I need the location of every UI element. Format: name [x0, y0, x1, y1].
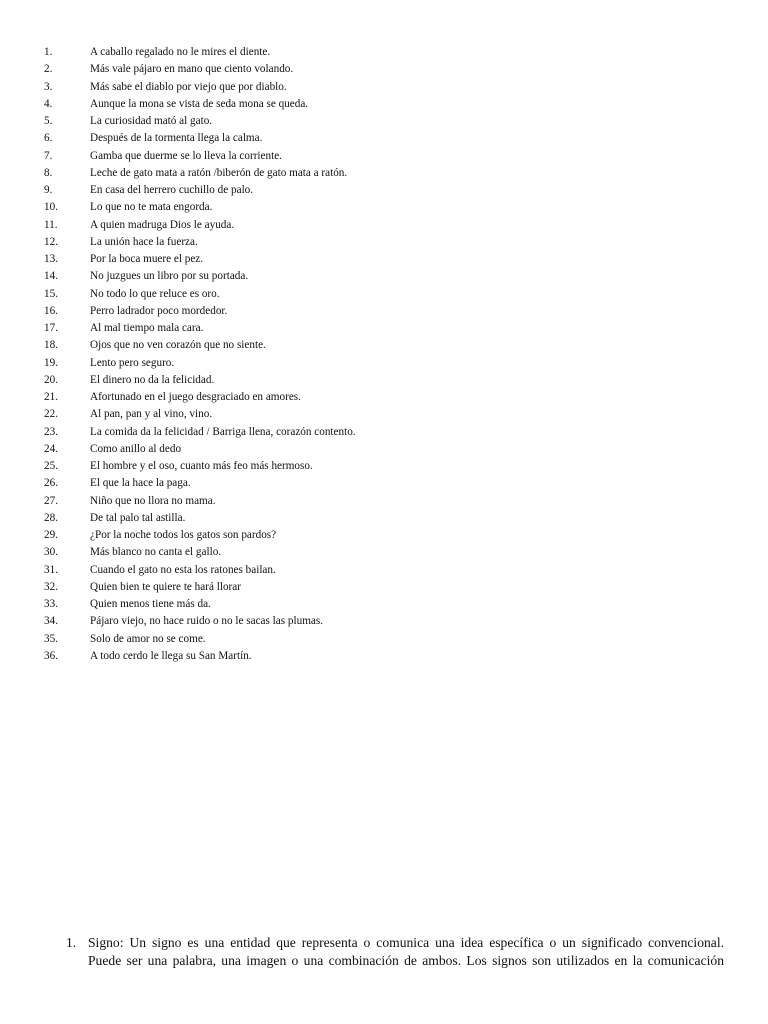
- list-item-number: 26.: [44, 477, 58, 490]
- list-item-text: No juzgues un libro por su portada.: [90, 270, 249, 283]
- list-item-number: 9.: [44, 184, 53, 196]
- definition-line: Puede ser una palabra, una imagen o una combinación de ambos. Los signos son utilizados en la comunicación: [88, 953, 724, 968]
- list-item: [0, 424, 768, 441]
- list-item: [0, 79, 768, 96]
- list-item-text: Como anillo al dedo: [90, 442, 182, 455]
- list-item-number: 34.: [44, 615, 58, 628]
- list-item: [0, 286, 768, 303]
- list-item-number: 18.: [44, 339, 58, 352]
- list-item-number: 4.: [44, 97, 53, 110]
- list-item-number: 10.: [44, 201, 58, 214]
- list-item-text: El que la hace la paga.: [90, 477, 191, 490]
- list-item: [0, 234, 768, 251]
- list-item-number: 6.: [44, 132, 53, 145]
- list-item: [0, 199, 768, 216]
- list-item-number: 25.: [44, 460, 58, 472]
- list-item-text: A caballo regalado no le mires el diente.: [90, 46, 271, 58]
- list-item-text: A todo cerdo le llega su San Martín.: [90, 649, 252, 662]
- list-item-number: 30.: [44, 546, 58, 559]
- list-item-number: 2.: [44, 63, 53, 76]
- list-item-text: Afortunado en el juego desgraciado en amores.: [90, 391, 301, 403]
- list-item: [0, 544, 768, 561]
- list-item-text: De tal palo tal astilla.: [90, 511, 186, 524]
- list-item-number: 8.: [44, 166, 53, 179]
- list-item-text: Después de la tormenta llega la calma.: [90, 132, 263, 145]
- list-item-text: La curiosidad mató al gato.: [90, 115, 213, 127]
- list-item-text: Por la boca muere el pez.: [90, 253, 204, 265]
- list-item: [0, 389, 768, 406]
- list-item-number: 33.: [44, 598, 58, 610]
- list-item: [0, 268, 768, 285]
- list-item: [0, 182, 768, 199]
- list-item: [0, 493, 768, 510]
- list-item-number: 27.: [44, 494, 58, 507]
- list-item-text: Quien bien te quiere te hará llorar: [90, 580, 241, 593]
- list-item-number: 13.: [44, 253, 58, 265]
- list-item: [0, 320, 768, 337]
- list-item: [0, 148, 768, 165]
- list-item-number: 35.: [44, 632, 58, 645]
- list-item-text: Cuando el gato no esta los ratones bailan.: [90, 563, 276, 576]
- list-item-number: 3.: [44, 80, 53, 93]
- list-item-number: 21.: [44, 391, 58, 403]
- list-item: [0, 648, 768, 665]
- list-item: [0, 613, 768, 630]
- list-item-text: No todo lo que reluce es oro.: [90, 287, 220, 300]
- list-item-number: 14.: [44, 270, 58, 283]
- list-item-number: 23.: [44, 425, 58, 438]
- list-item: [0, 251, 768, 268]
- list-item-number: 31.: [44, 563, 58, 576]
- list-item-text: Al pan, pan y al vino, vino.: [90, 408, 213, 421]
- list-item-text: Más sabe el diablo por viejo que por diablo.: [90, 80, 287, 93]
- list-item-text: Aunque la mona se vista de seda mona se queda.: [90, 97, 309, 110]
- list-item: [0, 596, 768, 613]
- list-item: [0, 44, 768, 61]
- list-item: [0, 527, 768, 544]
- definition-text: [88, 934, 724, 970]
- list-item: [0, 130, 768, 147]
- list-item-text: Pájaro viejo, no hace ruido o no le sacas las plumas.: [90, 615, 324, 628]
- list-item: [0, 510, 768, 527]
- list-item-text: En casa del herrero cuchillo de palo.: [90, 184, 254, 196]
- list-item-number: 15.: [44, 287, 58, 300]
- list-item-text: Solo de amor no se come.: [90, 632, 206, 645]
- list-item-number: 17.: [44, 322, 58, 334]
- list-item: [0, 61, 768, 78]
- list-item-text: El dinero no da la felicidad.: [90, 373, 215, 386]
- list-item: [0, 579, 768, 596]
- list-item-text: Perro ladrador poco mordedor.: [90, 304, 228, 317]
- list-item-number: 11.: [44, 218, 58, 231]
- list-item: [0, 458, 768, 475]
- list-item-text: Lento pero seguro.: [90, 356, 175, 369]
- list-item-text: La comida da la felicidad / Barriga llena, corazón contento.: [90, 425, 356, 438]
- list-item-text: Gamba que duerme se lo lleva la corriente.: [90, 149, 282, 162]
- list-item-text: A quien madruga Dios le ayuda.: [90, 218, 235, 231]
- list-item-number: 16.: [44, 304, 58, 317]
- list-item-number: 7.: [44, 149, 53, 162]
- list-item-number: 1.: [44, 46, 53, 58]
- list-item-text: Más blanco no canta el gallo.: [90, 546, 222, 559]
- list-item-number: 29.: [44, 529, 58, 541]
- list-item-number: 19.: [44, 356, 58, 369]
- list-item-text: Leche de gato mata a ratón /biberón de gato mata a ratón.: [90, 166, 348, 179]
- list-item-number: 20.: [44, 373, 58, 386]
- definition-number: 1.: [66, 935, 77, 950]
- list-item: [0, 165, 768, 182]
- proverb-list: [0, 44, 768, 665]
- list-item-text: Quien menos tiene más da.: [90, 598, 211, 610]
- list-item-number: 36.: [44, 649, 58, 662]
- list-item-text: Ojos que no ven corazón que no siente.: [90, 339, 266, 352]
- list-item: [0, 372, 768, 389]
- list-item-text: Al mal tiempo mala cara.: [90, 322, 204, 334]
- list-item: [0, 337, 768, 354]
- list-item-text: La unión hace la fuerza.: [90, 235, 198, 248]
- list-item-number: 28.: [44, 511, 58, 524]
- list-item-number: 24.: [44, 442, 58, 455]
- list-item: [0, 441, 768, 458]
- list-item-number: 32.: [44, 580, 58, 593]
- list-item: [0, 217, 768, 234]
- definition-line: Signo: Un signo es una entidad que representa o comunica una idea específica o un significado convencional.: [88, 935, 724, 950]
- list-item-text: ¿Por la noche todos los gatos son pardos?: [90, 529, 277, 541]
- list-item: [0, 96, 768, 113]
- list-item-number: 5.: [44, 115, 53, 127]
- list-item: [0, 303, 768, 320]
- list-item-text: Lo que no te mata engorda.: [90, 201, 213, 214]
- list-item: [0, 406, 768, 423]
- list-item-number: 22.: [44, 408, 58, 421]
- list-item: [0, 475, 768, 492]
- list-item-text: El hombre y el oso, cuanto más feo más hermoso.: [90, 460, 313, 472]
- list-item: [0, 355, 768, 372]
- list-item: [0, 113, 768, 130]
- list-item-text: Más vale pájaro en mano que ciento volando.: [90, 63, 294, 76]
- list-item-text: Niño que no llora no mama.: [90, 494, 216, 507]
- list-item: [0, 562, 768, 579]
- list-item: [0, 631, 768, 648]
- list-item-number: 12.: [44, 235, 58, 248]
